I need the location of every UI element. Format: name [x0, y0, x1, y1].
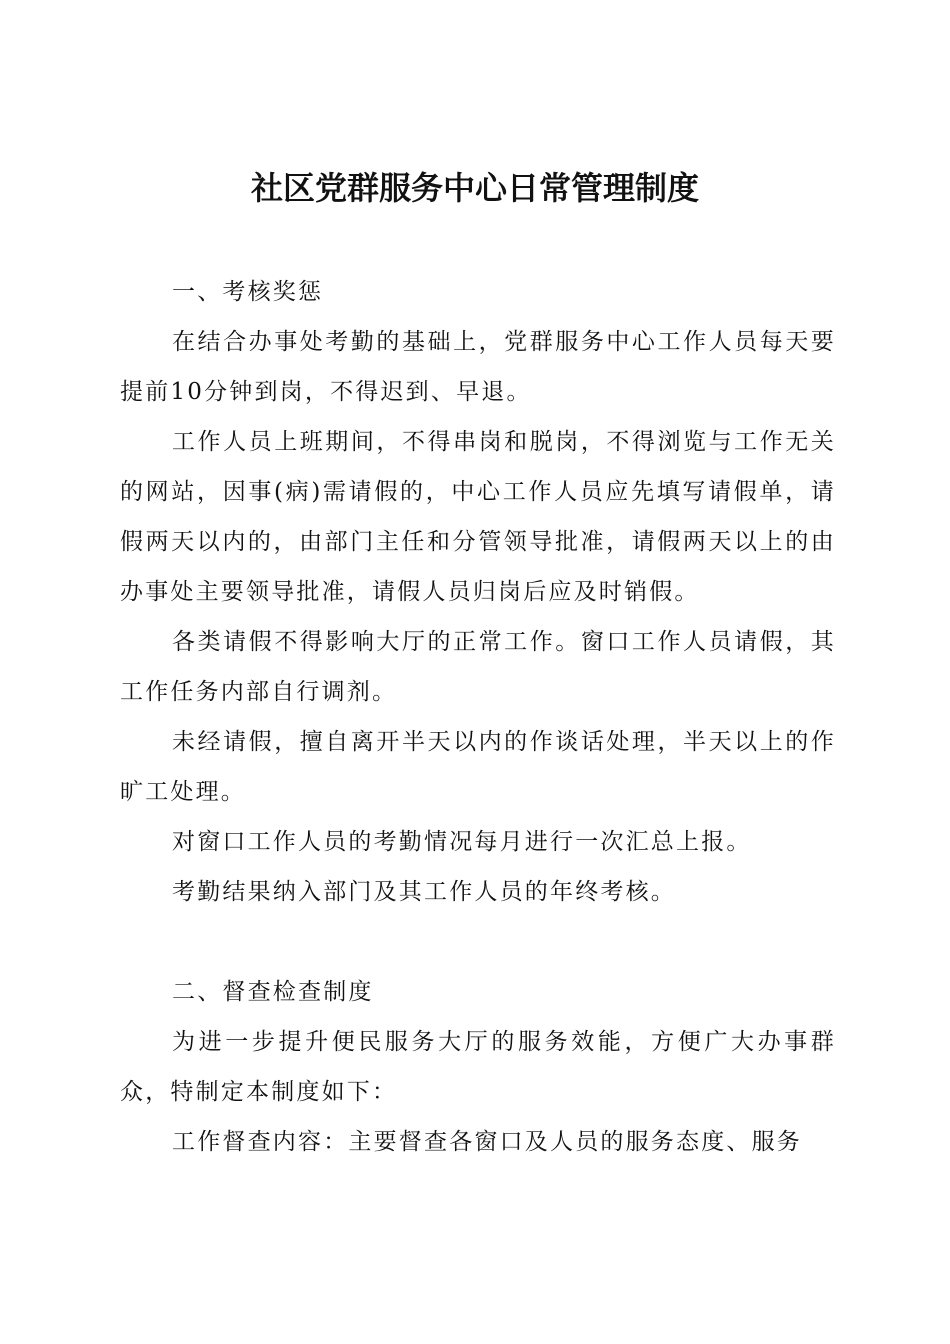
section-heading-1: 一、考核奖惩: [172, 279, 324, 305]
paragraph-supervision-intro: 为进一步提升便民服务大厅的服务效能，方便广大办事群众，特制定本制度如下：: [120, 1029, 836, 1105]
document-title: 社区党群服务中心日常管理制度: [250, 169, 699, 207]
paragraph-absence: 未经请假，擅自离开半天以内的作谈话处理，半天以上的作旷工处理。: [120, 729, 836, 805]
paragraph-monthly-report: 对窗口工作人员的考勤情况每月进行一次汇总上报。: [172, 829, 752, 855]
paragraph-supervision-content: 工作督查内容：主要督查各窗口及人员的服务态度、服务: [172, 1129, 802, 1155]
paragraph-leave-impact: 各类请假不得影响大厅的正常工作。窗口工作人员请假，其工作任务内部自行调剂。: [120, 629, 836, 705]
document-body: [120, 267, 836, 1167]
paragraph-leave-rules: 工作人员上班期间，不得串岗和脱岗，不得浏览与工作无关的网站，因事(病)需请假的，中心工作人员应先填写请假单，请假两天以内的，由部门主任和分管领导批准，请假两天以上的由办事处主要领导批准，请假人员归岗后应及时销假。: [120, 429, 836, 605]
paragraph-attendance: 在结合办事处考勤的基础上，党群服务中心工作人员每天要提前10分钟到岗，不得迟到、早退。: [120, 329, 836, 405]
paragraph-annual-review: 考勤结果纳入部门及其工作人员的年终考核。: [172, 879, 676, 905]
section-heading-2: 二、督查检查制度: [172, 979, 374, 1005]
section-spacer: [120, 917, 836, 967]
